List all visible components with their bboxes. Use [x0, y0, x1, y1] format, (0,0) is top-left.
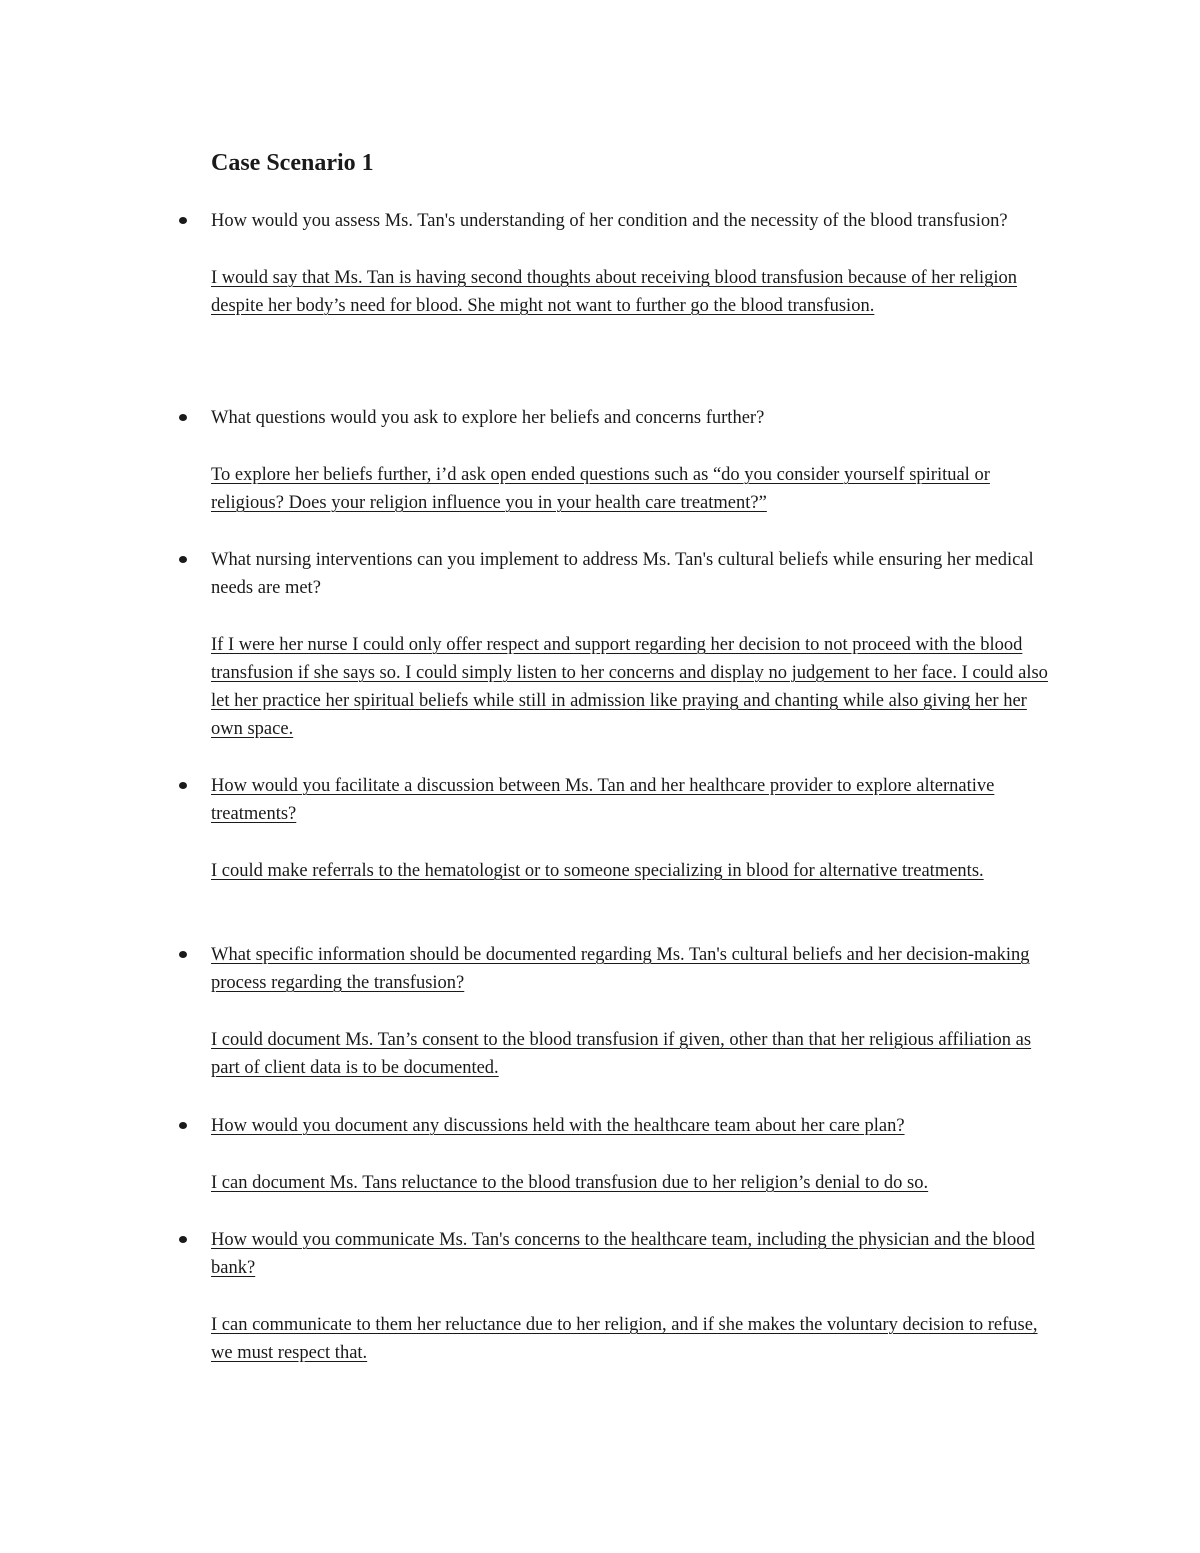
list-item: [211, 1112, 1061, 1197]
answer-text: I could make referrals to the hematologist or to someone specializing in blood for alternative treatments.: [211, 861, 984, 881]
list-item: [211, 772, 1061, 885]
list-item: [211, 546, 1061, 743]
answer-text: I can document Ms. Tans reluctance to the blood transfusion due to her religion’s denial to do so.: [211, 1173, 929, 1193]
bullet-icon: [179, 1236, 187, 1243]
question-text: What questions would you ask to explore her beliefs and concerns further?: [211, 408, 765, 428]
answer-text: I could document Ms. Tan’s consent to the blood transfusion if given, other than that her religious affiliation as part of client data is to be documented.: [211, 1030, 1032, 1078]
bullet-icon: [179, 217, 187, 224]
question-text: What nursing interventions can you implement to address Ms. Tan's cultural beliefs while ensuring her medical needs are met?: [211, 550, 1034, 598]
bullet-icon: [179, 556, 187, 563]
answer-text: I can communicate to them her reluctance due to her religion, and if she makes the voluntary decision to refuse, we must respect that.: [211, 1315, 1038, 1363]
question-text: How would you assess Ms. Tan's understanding of her condition and the necessity of the blood transfusion?: [211, 211, 1008, 231]
question-text: How would you facilitate a discussion between Ms. Tan and her healthcare provider to explore alternative treatments?: [211, 776, 995, 824]
bullet-icon: [179, 951, 187, 958]
question-text: What specific information should be documented regarding Ms. Tan's cultural beliefs and her decision-making process regarding the transfusion?: [211, 945, 1030, 993]
answer-text: I would say that Ms. Tan is having second thoughts about receiving blood transfusion because of her religion despite her body’s need for blood. She might not want to further go the blood transfusion.: [211, 268, 1018, 316]
list-item: [211, 207, 1061, 320]
answer-text: If I were her nurse I could only offer respect and support regarding her decision to not proceed with the blood transfusion if she says so. I could simply listen to her concerns and display no judgement to her face. I could also let her practice her spiritual beliefs while still in admission like praying and chanting while also giving her her own space.: [211, 635, 1048, 739]
bullet-icon: [179, 1122, 187, 1129]
question-text: How would you communicate Ms. Tan's concerns to the healthcare team, including the physician and the blood bank?: [211, 1230, 1035, 1278]
page-title: Case Scenario 1: [211, 150, 374, 176]
list-item: [211, 941, 1061, 1082]
question-text: How would you document any discussions held with the healthcare team about her care plan?: [211, 1116, 905, 1136]
answer-text: To explore her beliefs further, i’d ask open ended questions such as “do you consider yourself spiritual or religious? Does your religion influence you in your health care treatment?”: [211, 465, 990, 513]
list-item: [211, 404, 1061, 517]
bullet-icon: [179, 414, 187, 421]
list-item: [211, 1226, 1061, 1367]
bullet-icon: [179, 782, 187, 789]
